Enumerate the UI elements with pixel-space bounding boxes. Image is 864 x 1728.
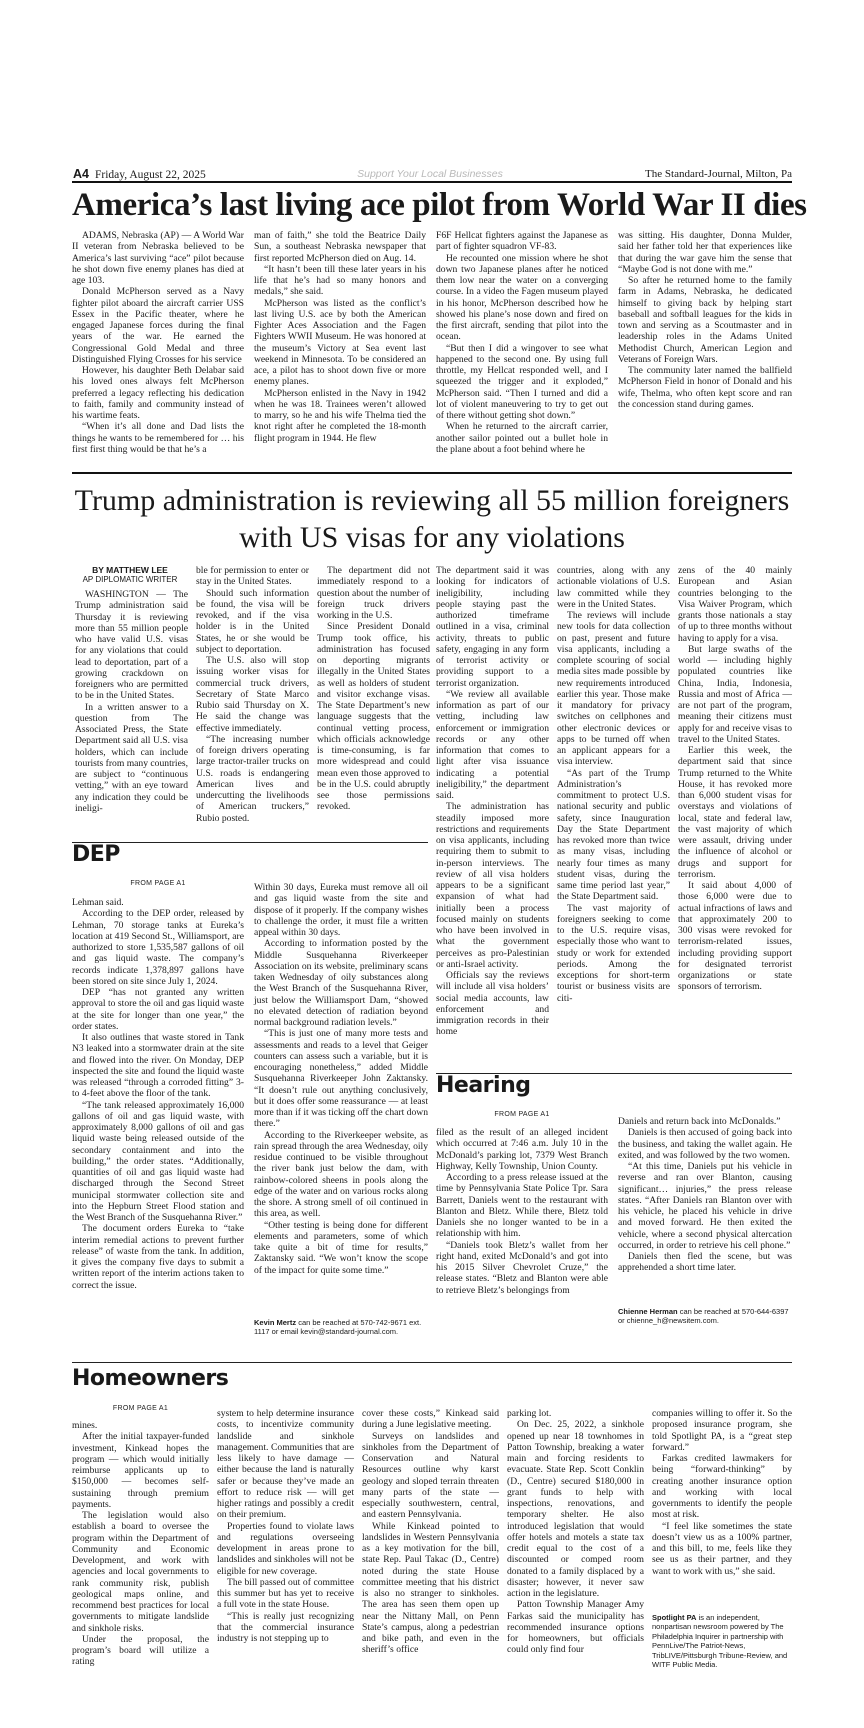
paragraph: zens of the 40 mainly European and Asian countries belonging to the Visa Waiver Program, which grants those nationals a stay of up to three months without having to apply for a visa. <box>678 565 792 644</box>
homeowners-column-3 <box>362 1408 499 1680</box>
homeowners-top-rule <box>72 1362 792 1363</box>
paragraph: Patton Township Manager Amy Farkas said the municipality has recommended insurance options for homeowners, but officials could only find four <box>507 1599 644 1656</box>
paragraph: parking lot. <box>507 1408 552 1419</box>
paragraph: “The tank released approximately 16,000 gallons of oil and gas liquid waste, with approximately 8,000 gallons of oil and gas liquid waste being released outside of the secondary containment and into the building,” the order states. “Additionally, quantities of oil and gas liquid waste had discharged through the Second Street municipal stormwater collection site and into the Hepburn Street Flood station and the West Branch of the Susquehanna River.” <box>72 1099 244 1223</box>
paragraph: It said about 4,000 of those 6,000 were due to actual infractions of laws and that approximately 200 to 300 visas were revoked for terrorism-related issues, including providing support for designated terrorist organizations or state sponsors of terrorism. <box>678 880 792 993</box>
trump-headline-line-2: with US visas for any violations <box>239 521 625 554</box>
contributor-name: Chienne Herman <box>618 1307 678 1316</box>
paragraph: companies willing to offer it. So the proposed insurance program, she told Spotlight PA, is a “great step forward.” <box>652 1408 792 1453</box>
homeowners-column-2 <box>217 1408 354 1680</box>
paragraph: Properties found to violate laws and regulations overseeing development in areas prone to landslides and sinkholes will not be eligible for new coverage. <box>217 1520 354 1577</box>
dep-column-2 <box>254 882 428 1314</box>
hearing-from-page: FROM PAGE A1 <box>494 1111 550 1118</box>
paragraph: McPherson enlisted in the Navy in 1942 when he was 18. Trainees weren’t allowed to marry, so he and his wife Thelma tied the knot right after he completed the 18-month flight program in 1944. He flew <box>254 387 426 444</box>
paragraph: “As part of the Trump Administration’s commitment to protect U.S. national security and public safety, since Inauguration Day the State Department has revoked more than twice as many visas, including nearly four times as many student visas, during the same time period last year,” the State Department said. <box>557 767 670 903</box>
dep-contributor-note <box>254 1318 428 1337</box>
trump-column-1 <box>75 589 188 829</box>
paragraph: Lehman said. <box>72 897 124 908</box>
page-number: A4 <box>73 167 89 181</box>
paragraph: Daniels and return back into McDonalds.” <box>618 1116 781 1127</box>
paragraph: ADAMS, Nebraska (AP) — A World War II veteran from Nebraska believed to be America’s last surviving “ace” pilot because he shot down five enemy planes has died at age 103. <box>72 230 244 286</box>
trump-column-4 <box>436 565 549 1077</box>
paragraph: Officials say the reviews will include all visa holders’ social media accounts, law enforcement and immigration records in their home <box>436 970 549 1038</box>
paragraph: While Kinkead pointed to landslides in Western Pennsylvania as a key motivation for the bill, state Rep. Paul Takac (D., Centre) noted during the state House committee meeting that his district is also no stranger to sinkholes. The area has seen them open up near the Nittany Mall, on Penn State’s campus, along a pedestrian and bike path, and even in the sheriff’s office <box>362 1520 499 1656</box>
paragraph: Since President Donald Trump took office, his administration has focused on deporting migrants illegally in the United States as well as holders of student and visitor exchange visas. The State Department’s new language suggests that the continual vetting process, which officials acknowledge is time-consuming, is far more widespread and could mean even those approved to be in the U.S. could abruptly see those permissions revoked. <box>317 621 430 813</box>
trump-column-3 <box>317 565 430 829</box>
homeowners-column-5 <box>652 1408 792 1609</box>
contributor-contact: can be reached at 570-644-6397 or chienne_h@newsitem.com. <box>618 1307 789 1326</box>
hearing-column-1 <box>436 1127 608 1353</box>
header-rule <box>72 181 792 183</box>
contributor-name: Kevin Mertz <box>254 1318 297 1327</box>
paragraph: Within 30 days, Eureka must remove all oil and gas liquid waste from the site and dispose of it properly. If the company wishes to challenge the order, it must file a written appeal within 30 days. <box>254 882 428 938</box>
paragraph: Farkas credited lawmakers for being “forward-thinking” by creating another insurance option and working with local governments to identify the people most at risk. <box>652 1453 792 1521</box>
homeowners-section-title: Homeowners <box>72 1366 229 1391</box>
dep-top-rule <box>72 842 428 843</box>
paragraph: Donald McPherson served as a Navy fighter pilot aboard the aircraft carrier USS Essex in the Pacific theater, where he engaged Japanese forces during the final years of the war. He earned the Congressional Gold Medal and three Distinguished Flying Crosses for his service <box>72 286 244 365</box>
paragraph: F6F Hellcat fighters against the Japanese as part of fighter squadron VF-83. <box>436 230 608 253</box>
paragraph: WASHINGTON — The Trump administration said Thursday it is reviewing more than 55 million people who have valid U.S. visas for any violations that could lead to deportation, part of a growing crackdown on foreigners who are permitted to be in the United States. <box>75 589 188 702</box>
homeowners-column-1 <box>72 1420 209 1680</box>
paragraph: The vast majority of foreigners seeking to come to the U.S. require visas, especially those who want to study or work for extended periods. Among the exceptions for short-term tourist or business visits are citi- <box>557 902 670 1004</box>
paragraph: filed as the result of an alleged incident which occurred at 7:46 a.m. July 10 in the McDonald’s parking lot, 7379 West Branch Highway, Kelly Township, Union County. <box>436 1127 608 1172</box>
issue-date: Friday, August 22, 2025 <box>94 169 206 181</box>
paragraph: man of faith,” she told the Beatrice Daily Sun, a southeast Nebraska newspaper that first reported McPherson died on Aug. 14. <box>254 230 426 264</box>
paragraph: Should such information be found, the visa will be revoked, and if the visa holder is in the United States, he or she would be subject to deportation. <box>196 587 309 655</box>
paragraph: was sitting. His daughter, Donna Mulder, said her father told her that experiences like that during the war gave him the sense that “Maybe God is not done with me.” <box>618 230 792 275</box>
trump-column-6 <box>678 565 792 1077</box>
paragraph: According to the DEP order, released by Lehman, 70 storage tanks at Eureka’s location at 419 Second St., Williamsport, are authorized to store 1,535,587 gallons of oil and gas liquid waste. The company’s records indicate 1,378,897 gallons have been stored on site since July 1, 2024. <box>72 908 244 987</box>
paragraph: So after he returned home to the family farm in Adams, Nebraska, he dedicated himself to giving back by helping start baseball and softball leagues for the kids in town and serving as a Scoutmaster and in leadership roles in the Adams United Methodist Church, American Legion and Veterans of Foreign Wars. <box>618 275 792 365</box>
ace-column-3 <box>436 230 608 455</box>
trump-byline <box>72 565 188 584</box>
hearing-contributor-note <box>618 1307 792 1326</box>
paragraph: “Daniels took Bletz’s wallet from her right hand, exited McDonald’s and got into his 2015 Silver Chevrolet Cruze,” the release states. “Bletz and Blanton were able to retrieve Bletz’s belongings from <box>436 1239 608 1296</box>
paragraph: mines. <box>72 1420 98 1431</box>
byline-author: BY MATTHEW LEE <box>92 565 168 575</box>
paragraph: cover these costs,” Kinkead said during a June legislative meeting. <box>362 1408 499 1431</box>
paragraph: In a written answer to a question from The Associated Press, the State Department said all U.S. visa holders, which can include tourists from many countries, are subject to “continuous vetting,” with an eye toward any indication they could be ineligi- <box>75 701 188 814</box>
paragraph: The department said it was looking for indicators of ineligibility, including people staying past the authorized timeframe outlined in a visa, criminal activity, threats to public safety, engaging in any form of terrorist activity or providing support to a terrorist organization. <box>436 565 549 689</box>
page-folio <box>73 167 206 181</box>
paragraph: “This is just one of many more tests and assessments and reads to a level that Geiger counters can assess such a variable, but it is encouraging nonetheless,” added Middle Susquehanna Riverkeeper John Zaktansky. “It doesn’t rule out anything conclusively, but it does offer some reassurance — at least more than if it was ticking off the chart down there.” <box>254 1028 428 1130</box>
trump-headline <box>72 482 792 556</box>
paragraph: “This is really just recognizing that the commercial insurance industry is not stepping up to <box>217 1610 354 1644</box>
paragraph: DEP “has not granted any written approval to store the oil and gas liquid waste at the site for longer than one year,” the order states. <box>72 987 244 1032</box>
paragraph: Surveys on landslides and sinkholes from the Department of Conservation and Natural Resources outline why karst geology and sloped terrain threaten many parts of the state — especially southwestern, central, and eastern Pennsylvania. <box>362 1430 499 1521</box>
trump-column-2 <box>196 565 309 829</box>
paragraph: McPherson was listed as the conflict’s last living U.S. ace by both the American Fighter Aces Association and the Fagen Fighters WWII Museum. He was honored at the museum’s Victory at Sea event last weekend in Minnesota. To be considered an ace, a pilot has to shoot down five or more enemy planes. <box>254 297 426 388</box>
paragraph: According to information posted by the Middle Susquehanna Riverkeeper Association on its website, preliminary scans taken Wednesday of oily substances along the West Branch of the Susquehanna River, just below the Williamsport Dam, “showed no elevated detection of radiation beyond normal background radiation levels.” <box>254 938 428 1028</box>
paragraph: The legislation would also establish a board to oversee the program within the Department of Community and Economic Development, and work with agencies and local governments to rank community risk, publish geological maps online, and recommend best practices for local governments to mitigate landslide and sinkhole risks. <box>72 1510 209 1634</box>
dep-from-page: FROM PAGE A1 <box>130 880 186 887</box>
paragraph: “When it’s all done and Dad lists the things he wants to be remembered for … his first first thing would be that he’s a <box>72 421 244 455</box>
paragraph: After the initial taxpayer-funded investment, Kinkead hopes the program — which would initially reimburse applicants up to $150,000 — becomes self-sustaining through premium payments. <box>72 1431 209 1510</box>
paragraph: But large swaths of the world — including highly populated countries like China, India, Indonesia, Russia and most of Africa — are not part of the program, meaning their citizens must apply for and receive visas to travel to the United States. <box>678 643 792 745</box>
homeowners-column-4 <box>507 1408 644 1680</box>
trump-column-5 <box>557 565 670 1077</box>
paragraph: ble for permission to enter or stay in the United States. <box>196 565 309 588</box>
paragraph: According to the Riverkeeper website, as rain spread through the area Wednesday, oily residue continued to be visible throughout the river bank just below the dam, with rainbow-colored sheens in pools along the edge of the water and on various rocks along the shore. A strong smell of oil continued in this area, as well. <box>254 1129 428 1220</box>
paragraph: Earlier this week, the department said that since Trump returned to the White House, it has revoked more than 6,000 student visas for overstays and violations of local, state and federal law, the vast majority of which were assault, driving under the influence of alcohol or drugs and support for terrorism. <box>678 745 792 880</box>
paper-name: The Standard-Journal, Milton, Pa <box>645 168 792 180</box>
trump-headline-line-1: Trump administration is reviewing all 55 million foreigners <box>74 484 790 517</box>
paragraph: “But then I did a wingover to see what happened to the second one. By using full throttle, my Hellcat responded well, and I squeezed the trigger and it exploded,” McPherson said. “Then I turned and did a lot of violent maneuvering to try to get out of there without getting shot down.” <box>436 342 608 421</box>
paragraph: On Dec. 25, 2022, a sinkhole opened up near 18 townhomes in Patton Township, breaking a water main and forcing residents to evacuate. State Rep. Scott Conklin (D., Centre) secured $180,000 in grant funds to help with inspections, renovations, and temporary shelter. He also introduced legislation that would offer hotels and motels a state tax credit equal to the cost of a discounted or comped room donated to a family displaced by a disaster; however, it never saw action in the legislature. <box>507 1419 644 1599</box>
paragraph: countries, along with any actionable violations of U.S. law committed while they were in the United States. <box>557 565 670 610</box>
paragraph: The department did not immediately respond to a question about the number of foreign truck drivers working in the U.S. <box>317 565 430 621</box>
contributor-name: Spotlight PA <box>652 1613 697 1622</box>
paragraph: The document orders Eureka to “take interim remedial actions to prevent further release” of waste from the tank. In addition, it gives the company five days to submit a written report of the interim actions taken to correct the issue. <box>72 1223 244 1291</box>
hearing-section-title: Hearing <box>436 1073 531 1098</box>
paragraph: The U.S. also will stop issuing worker visas for commercial truck drivers, Secretary of State Marco Rubio said Thursday on X. He said the change was effective immediately. <box>196 655 309 734</box>
paragraph: “We review all available information as part of our vetting, including law enforcement or immigration records or any other information that comes to light after visa issuance indicating a potential ineligibility,” the department said. <box>436 688 549 801</box>
paragraph: Under the proposal, the program’s board will utilize a rating <box>72 1633 209 1668</box>
homeowners-from-page: FROM PAGE A1 <box>112 1405 169 1412</box>
ace-column-4 <box>618 230 792 444</box>
dep-column-1 <box>72 897 244 1354</box>
paragraph: The administration has steadily imposed more restrictions and requirements on visa applicants, including requiring them to submit to in-person interviews. The review of all visa holders appears to be a significant expansion of what had initially been a process focused mainly on students who have been involved in what the government perceives as pro-Palestinian or anti-Israel activity. <box>436 801 549 970</box>
paragraph: Daniels is then accused of going back into the business, and taking the wallet again. He exited, and was followed by the two women. <box>618 1127 792 1161</box>
header-tagline: Support Your Local Businesses <box>357 168 503 180</box>
ace-column-1 <box>72 230 244 455</box>
paragraph: The reviews will include new tools for data collection on past, present and future visa applicants, including a complete scouring of social media sites made possible by new requirements introduced earlier this year. Those make it mandatory for privacy switches on cellphones and other electronic devices or apps to be turned off when an applicant appears for a visa interview. <box>557 610 670 768</box>
paragraph: “It hasn’t been till these later years in his life that he’s had so many honors and medals,” she said. <box>254 263 426 298</box>
paragraph: system to help determine insurance costs, to incentivize community landslide and sinkhole management. Communities that are less likely to have damage — either because the land is naturally safer or because they’ve made an effort to reduce risk — will get higher ratings and possibly a credit on their premium. <box>217 1408 354 1521</box>
paragraph: The community later named the ballfield McPherson Field in honor of Donald and his wife, Thelma, who often kept score and ran the concession stand during games. <box>618 365 792 410</box>
ace-column-2 <box>254 230 426 444</box>
paragraph: According to a press release issued at the time by Pennsylvania State Police Tpr. Sara Barrett, Daniels went to the restaurant with Blanton and Bletz. While there, Bletz told Daniels she no longer wanted to be in a relationship with him. <box>436 1172 608 1240</box>
homeowners-contributor-note <box>652 1613 792 1669</box>
paragraph: “The increasing number of foreign drivers operating large tractor-trailer trucks on U.S. roads is endangering American lives and undercutting the livelihoods of American truckers,” Rubio posted. <box>196 733 309 824</box>
paragraph: Daniels then fled the scene, but was apprehended a short time later. <box>618 1251 792 1274</box>
paragraph: When he returned to the aircraft carrier, another sailor pointed out a bullet hole in the plane about a foot behind where he <box>436 421 608 455</box>
paragraph: It also outlines that waste stored in Tank N3 leaked into a stormwater drain at the site and flowed into the river. On Monday, DEP inspected the site and found the liquid waste was released “through a corroded fitting” 3- to 4-feet above the floor of the tank. <box>72 1032 244 1100</box>
dep-section-title: DEP <box>72 842 120 867</box>
hearing-column-2 <box>618 1116 792 1303</box>
contributor-contact: can be reached at 570-742-9671 ext. 1117 or email kevin@standard-journal.com. <box>254 1318 422 1337</box>
paragraph: However, his daughter Beth Delabar said his loved ones always felt McPherson preferred a legacy reflecting his dedication to faith, family and community instead of his wartime feats. <box>72 365 244 421</box>
ace-bottom-rule <box>72 472 792 474</box>
paragraph: The bill passed out of committee this summer but has yet to receive a full vote in the state House. <box>217 1576 354 1611</box>
paragraph: “At this time, Daniels put his vehicle in reverse and ran over Blanton, causing significant… injuries,” the press release states. “After Daniels ran Blanton over with his vehicle, he placed his vehicle in drive and moved forward. He then exited the vehicle, where a second physical altercation occurred, in order to retrieve his cell phone.” <box>618 1161 792 1251</box>
paragraph: He recounted one mission where he shot down two Japanese planes after he noticed them low near the water on a converging course. In a video the Fagen museum played in his honor, McPherson described how he showed his plane’s nose down and fired on the first aircraft, sending that pilot into the ocean. <box>436 252 608 343</box>
paragraph: “Other testing is being done for different elements and parameters, some of which take quite a bit of time for results,” Zaktansky said. “We won’t know the scope of the impact for quite some time.” <box>254 1219 428 1276</box>
ace-headline: America’s last living ace pilot from World War II dies <box>72 187 807 223</box>
contributor-contact: is an independent, nonpartisan newsroom powered by The Philadelphia Inquirer in partnership with PennLive/The Patriot-News, TribLIVE/Pittsburgh Tribune-Review, and WITF Public Media. <box>652 1613 788 1670</box>
byline-org: AP DIPLOMATIC WRITER <box>82 575 178 584</box>
paragraph: “I feel like sometimes the state doesn’t view us as a 100% partner, and this bill, to me, feels like they see us as their partner, and they want to work with us,” she said. <box>652 1520 792 1577</box>
